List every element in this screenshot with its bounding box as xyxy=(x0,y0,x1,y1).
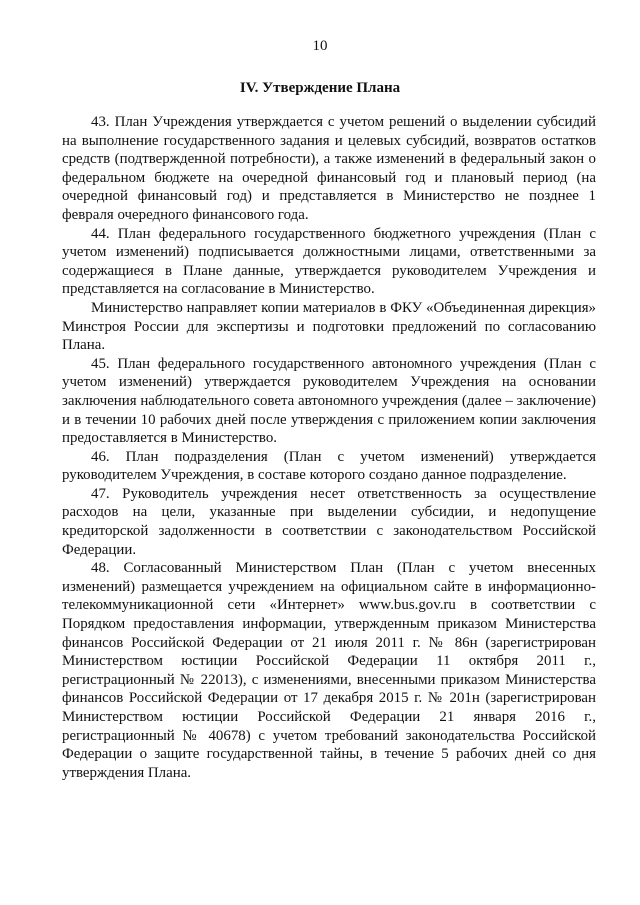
paragraph-45: 45. План федерального государственного автономного учреждения (План с учетом изменений) утверждается руководителем Учреждения на основании заключения наблюдательного совета автономного учреждения (далее – заключение) и в течении 10 рабочих дней после утверждения с приложением копии заключения предоставляется в Министерство. xyxy=(62,355,596,447)
paragraph-44: 44. План федерального государственного бюджетного учреждения (План с учетом изменений) подписывается должностными лицами, ответственными за содержащиеся в Плане данные, утверждается руководителем Учреждения и представляется на согласование в Министерство. xyxy=(62,225,596,298)
paragraph-47: 47. Руководитель учреждения несет ответственность за осуществление расходов на цели, указанные при выделении субсидии, и недопущение кредиторской задолженности в соответствии с законодательством Российской Федерации. xyxy=(62,485,596,558)
paragraph-48: 48. Согласованный Министерством План (План с учетом внесенных изменений) размещается учреждением на официальном сайте в информационно-телекоммуникационной сети «Интернет» www.bus.gov.ru в соответствии с Порядком предоставления информации, утвержденным приказом Министерства финансов Российской Федерации от 21 июля 2011 г. № 86н (зарегистрирован Министерством юстиции Российской Федерации 11 октября 2011 г., регистрационный № 22013), с изменениями, внесенными приказом Министерства финансов Российской Федерации от 17 декабря 2015 г. № 201н (зарегистрирован Министерством юстиции Российской Федерации 21 января 2016 г., регистрационный № 40678) с учетом требований законодательства Российской Федерации о защите государственной тайны, в течение 5 рабочих дней со дня утверждения Плана. xyxy=(62,560,596,781)
paragraph-44-ministry: Министерство направляет копии материалов в ФКУ «Объединенная дирекция» Минстроя России для экспертизы и подготовки предложений по согласованию Плана. xyxy=(62,299,596,354)
paragraph-46: 46. План подразделения (План с учетом изменений) утверждается руководителем Учреждения, в составе которого создано данное подразделение. xyxy=(62,448,596,484)
paragraph-43: 43. План Учреждения утверждается с учетом решений о выделении субсидий на выполнение государственного задания и целевых субсидий, возвратов остатков средств (подтвержденной потребности), а также изменений в федеральный закон о федеральном бюджете на очередной финансовый год и плановый период (на очередной финансовый год) и представляется в Министерство не позднее 1 февраля очередного финансового года. xyxy=(62,114,596,223)
section-title: IV. Утверждение Плана xyxy=(239,80,401,96)
page-number: 10 xyxy=(312,38,328,54)
document-body xyxy=(62,113,596,782)
